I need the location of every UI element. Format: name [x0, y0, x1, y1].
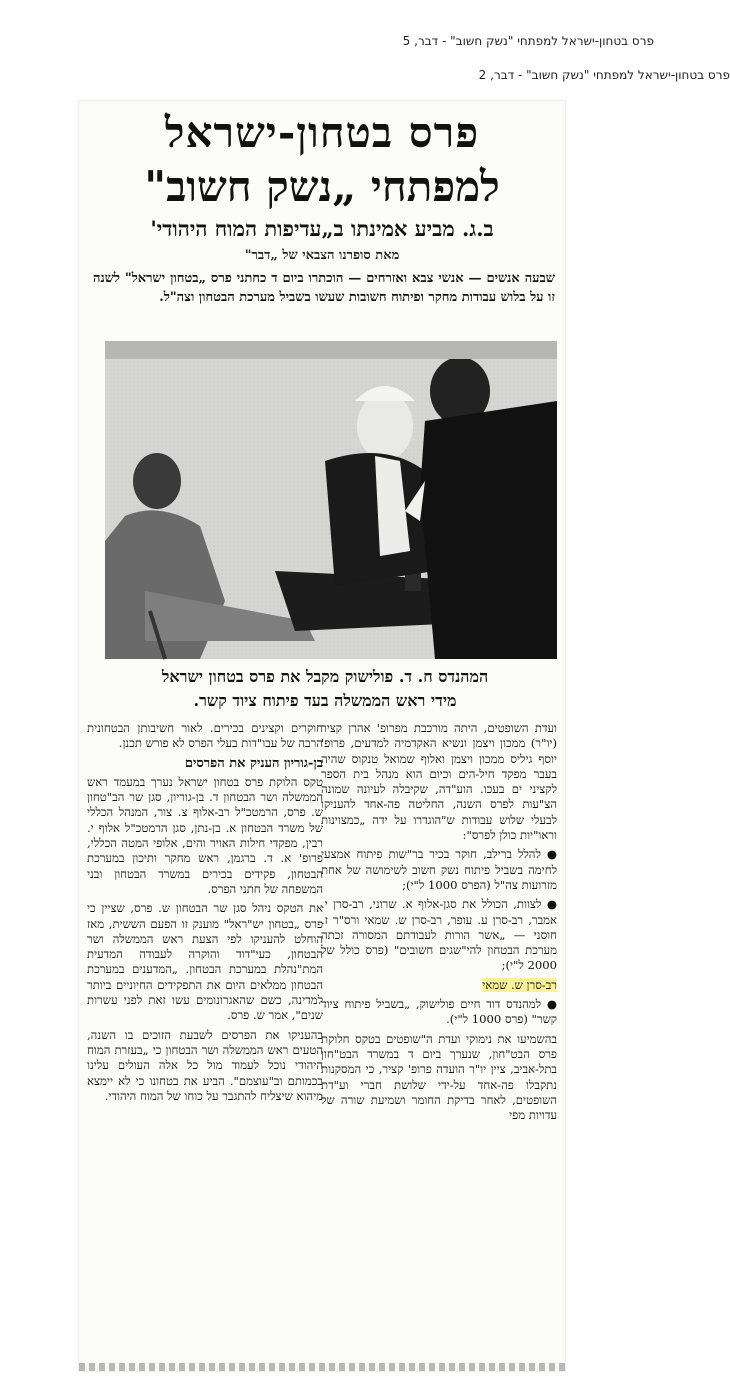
right-paragraph: ועדת השופטים, היתה מורכבת מפרופ' אהרן קציר (יו"ר) ממכון ויצמן ונשיא האקדמיה למדעים, פרופ' יוסף גיליס ממכון ויצמן ואלוף שמואל טנקוס שהיה בעבר מפקד חיל-הים וכיום הוא מנהל בית הספר לקציני ים בעכו. הוע"דה, שקיבלה לעיונה שמונה הצ"עות לפרס השנה, החליטה פה-אחד להעניקו לבעלי שלוש עבודות ש"הוגדרו על ידה „כמצוינות וראו"יות כולן לפרס": [321, 721, 557, 843]
right-paragraph: ● למהנדס דוד חיים פולישוק, „בשביל פיתוח ציוד קשר" (פרס 1000 ל"י). [321, 997, 557, 1027]
byline: מאת סופרנו הצבאי של „דבר" [244, 248, 400, 263]
left-paragraph: את הטקס ניהל סגן שר הבטחון ש. פרס, שציין כי פרס „בטחון יש"ראל" מוענק זו הפעם הששית, מאז הוחלט להעניקו לפי הצעת ראש הממשלה ושר הבטחון, כעי"דוד והוקרה לעבודה המדעית המת"נהלת במערכת הבטחון. „המדענים במערכת הבטחון ממלאים היום את התפקידים החיוניים ביותר למדינה, כשם שהאגרונומים עשו זאת לפני עשרות שנים", אמר ש. פרס. [87, 901, 323, 1023]
person-left-head [133, 453, 181, 509]
document-caption-2: פרס בטחון-ישראל למפתחי "נשק חשוב" - דבר, 2 [478, 68, 730, 82]
photo-caption-line-1: המהנדס ח. ד. פולישוק מקבל את פרס בטחון ישראל [161, 667, 489, 686]
section-subtitle: בן-גוריון העניק את הפרסים [184, 755, 323, 771]
highlighted-text: רב-סרן ש. שמאי [482, 977, 557, 992]
lead-paragraph: שבעה אנשים — אנשי צבא ואזרחים — הוכתרו ביום ד כחתני פרס „בטחון ישראל" לשנה זו על בלוש עבודות מחקר ופיתוח חשובות שעשו בשביל מערכת הבטחון וצה"ל. [93, 271, 555, 305]
left-paragraph: טקס הלוקת פרס בטחון ישראל נערך במעמד ראש הממשלה ושר הבטחון ד. בן-גוריון, סגן שר הב"טחון ש. פרס, הרמטכ"ל רב-אלוף צ. צור, המנהל הכללי של משרד הבטחון א. בן-נתן, סגן הרמטכ"ל אלוף י. רבין, מפקדי חילות האויר והים, אלופי המטה הכללי, פרופ' א. ד. ברגמן, ראש מחקר ותיכון במערכת הבטחון, פקידים בכירים במשרד הבטחון ובני המשפחה של חתני הפרס. [87, 774, 323, 896]
photo-illustration [105, 341, 557, 659]
headline-line-1: פרס בטחון-ישראל [164, 108, 480, 157]
person-right-body [420, 401, 557, 659]
left-column [87, 721, 323, 1108]
left-paragraph: חוקרים וקצינים בכירים. לאור חשיבותן הבטחונית הרבה של עבו"דות בעלי הפרס לא פורש תכנן. [87, 721, 323, 751]
right-paragraph: בהשמיעו את נימוקי ועדת ה"שופטים בטקס חלוקת פרס הבט"חון, שנערך ביום ד במשרד הבט"חון בתל-אביב, ציין יו"ר הועדה פרופ' קציר, כי המסקנות נתקבלו פה-אחד על-ידי שלושת חברי וע"דת השופטים, לאחר בדיקת החומר ושמיעת שורה של עדויות מפי [321, 1031, 557, 1123]
subheadline: ב.ג. מביע אמינתו ב„עדיפות המוח היהודי' [150, 216, 494, 241]
photo-caption-line-2: מידי ראש הממשלה בעד פיתוח ציוד קשר. [193, 691, 457, 710]
document-caption-1: פרס בטחון-ישראל למפתחי "נשק חשוב" - דבר, 5 [402, 34, 654, 48]
right-paragraph: ● לצוות, הכולל את סגן-אלוף א. שרוני, רב-סרן י. אמבר, רב-סרן ע. עופר, רב-סרן ש. שמאי ורס"ר ז. חוסני — „אשר הורות לעבודתם המסורה זכתה מערכת הבטחון להי"שגים חשובים" (פרס כולל של 2000 ל"י); [321, 897, 557, 973]
newspaper-clipping [78, 100, 566, 1372]
news-photo [105, 341, 557, 659]
person-middle-head [357, 392, 413, 460]
left-paragraph: בהעניקו את הפרסים לשבעת הזוכים בו השנה, הטעים ראש הממשלה ושר הבטחון כי „בעזרת המוח היהודי נוכל לעמוד מול כל אלה העולים עלינו בכמותם וב"עוצמם". הביע את בטחונו כי לא יימצא מיהוא שיצליח להתגבר על כוחו של המוח היהודי. [87, 1027, 323, 1103]
right-column [321, 721, 557, 1127]
torn-edge [79, 1363, 565, 1371]
right-paragraph: ● להלל ברילב, חוקר בכיר בר"שות פיתוח אמצעי לחימה בשביל פיתוח נשק חשוב לשימושה של אחת מזרועות צה"ל (הפרס 1000 ל"י); [321, 847, 557, 892]
headline-line-2: למפתחי „נשק חשוב" [144, 162, 500, 211]
